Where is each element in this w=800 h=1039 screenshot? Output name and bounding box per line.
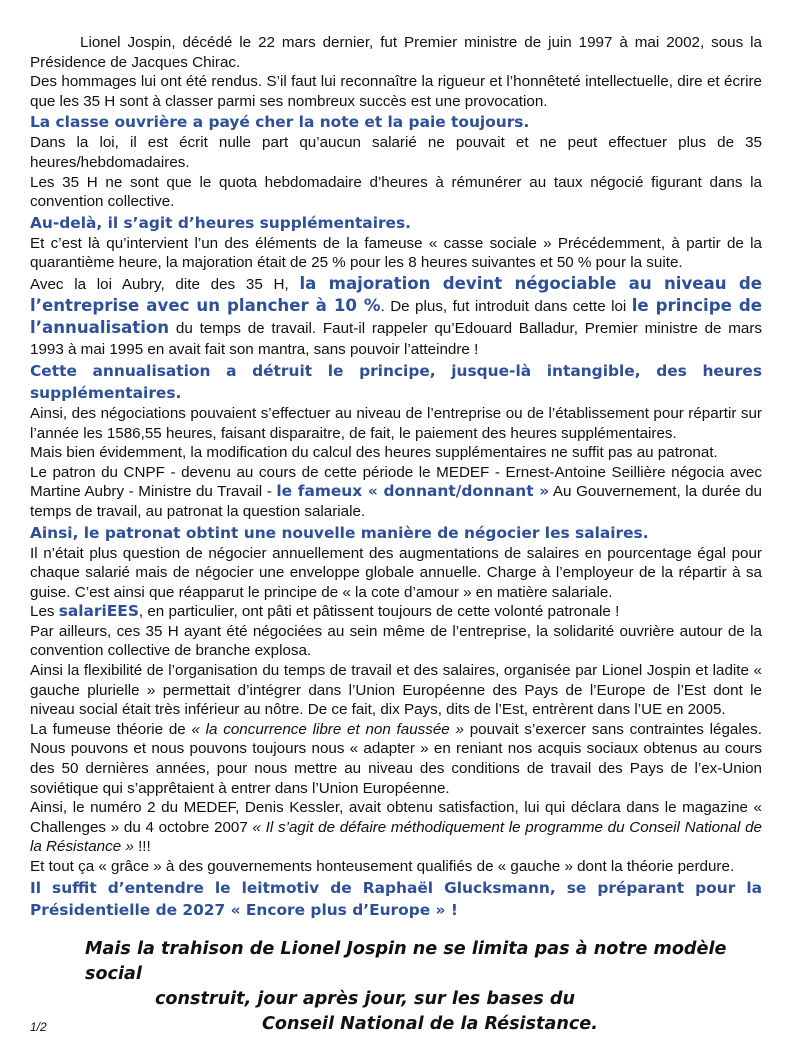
quote-concurrence: « la concurrence libre et non faussée »: [191, 720, 464, 738]
text-span: . De plus, fut introduit dans cette loi: [380, 297, 632, 315]
text-span: pouvait s’exercer sans contraintes légales. Nous pouvons et nous pouvons toujours nous « adapter » en reniant nos acquis sociaux obtenus au cours des 50 dernières années, pour nous mettre au niveau des conditions de travail des Pays de l’ex-Union soviétique qui s’apprêtaient à entrer dans l’Union Européenne.: [30, 720, 762, 797]
page-number: 1/2: [30, 1020, 47, 1034]
paragraph-hommages: Des hommages lui ont été rendus. S’il faut lui reconnaître la rigueur et l’honnêteté intellectuelle, dire et écrire que les 35 H sont à classer parmi ses nombreux succès est une provocation.: [30, 73, 762, 110]
closing-line-2: construit, jour après jour, sur les bases du: [155, 988, 575, 1009]
paragraph-quota: Les 35 H ne sont que le quota hebdomadaire d’heures à rémunérer au taux négocié figurant dans la convention collective.: [30, 173, 762, 211]
text-span: Avec la loi Aubry, dite des 35 H,: [30, 275, 300, 293]
paragraph-kessler: [30, 798, 762, 857]
text-span: Au Gouvernement, la durée du temps de travail, au patronat la question salariale.: [30, 483, 762, 520]
quote-kessler: « Il s’agit de défaire méthodiquement le programme du Conseil National de la Résistance »: [30, 818, 762, 856]
paragraph-cnpf: [30, 463, 762, 522]
text-span: du temps de travail. Faut-il rappeler qu’Edouard Balladur, Premier ministre de mars 1993 à mai 1995 en avait fait son mantra, sans pouvoir l’atteindre !: [30, 319, 762, 358]
paragraph-loi-aubry: [30, 273, 762, 360]
highlight-donnant-donnant: le fameux « donnant/donnant »: [276, 482, 550, 501]
paragraph-intro: Lionel Jospin, décédé le 22 mars dernier, fut Premier ministre de juin 1997 à mai 2002, sous la Présidence de Jacques Chirac.: [30, 34, 762, 71]
closing-line-3: Conseil National de la Résistance.: [262, 1013, 598, 1034]
paragraph-patronat: Mais bien évidemment, la modification du calcul des heures supplémentaires ne suffit pas au patronat.: [30, 444, 718, 462]
heading-heures-supplementaires: Au-delà, il s’agit d’heures supplémentaires.: [30, 213, 412, 232]
paragraph-enveloppe: Il n’était plus question de négocier annuellement des augmentations de salaires en pourcentage égal pour chaque salarié mais de négocier une enveloppe globale annuelle. Charge à l’employeur de la répartir à sa guise. C’est ainsi que réapparut le principe de « la cote d’amour » en matière salariale.: [30, 544, 762, 601]
heading-annualisation: Cette annualisation a détruit le principe, jusque-là intangible, des heures supplémentaires.: [30, 361, 762, 402]
paragraph-concurrence: [30, 720, 762, 798]
paragraph-flexibilite: Ainsi la flexibilité de l’organisation du temps de travail et des salaires, organisée par Lionel Jospin et ladite « gauche plurielle » permettait d’intégrer dans l’Union Européenne des Pays de l’Europe de l’Est dont le niveau social était très inférieur au nôtre. De ce fait, dix Pays, dits de l’Est, entrèrent dans l’UE en 2005.: [30, 662, 762, 719]
paragraph-casse-sociale: Et c’est là qu’intervient l’un des éléments de la fameuse « casse sociale » Précédemment, à partir de la quarantième heure, la majoration était de 25 % pour les 8 heures suivantes et 50 % pour la suite.: [30, 234, 762, 272]
text-span: La fumeuse théorie de: [30, 720, 192, 738]
closing-line-1: Mais la trahison de Lionel Jospin ne se limita pas à notre modèle social: [85, 938, 727, 984]
text-span: , en particulier, ont pâti et pâtissent toujours de cette volonté patronale !: [138, 603, 620, 621]
paragraph-solidarite: Par ailleurs, ces 35 H ayant été négociées au sein même de l’entreprise, la solidarité ouvrière autour de la convention collective de branche explosa.: [30, 622, 762, 660]
paragraph-negociations: Ainsi, des négociations pouvaient s’effectuer au niveau de l’entreprise ou de l’établissement pour répartir sur l’année les 1586,55 heures, faisant disparaitre, de fait, le paiement des heures supplémentaires.: [30, 404, 762, 442]
paragraph-gauche: Et tout ça « grâce » à des gouvernements honteusement qualifiés de « gauche » dont la théorie perdure.: [30, 858, 735, 875]
text-span: !!!: [133, 838, 151, 856]
highlight-majoration: la majoration devint négociable au niveau de l’entreprise avec un plancher à 10 %: [30, 273, 762, 315]
text-span: Ainsi, le numéro 2 du MEDEF, Denis Kessler, avait obtenu satisfaction, lui qui déclara dans le magazine « Challenges » du 4 octobre 2007: [30, 799, 762, 836]
heading-glucksmann: Il suffit d’entendre le leitmotiv de Raphaël Glucksmann, se préparant pour la Présidentielle de 2027 « Encore plus d’Europe » !: [30, 878, 762, 919]
paragraph-loi: Dans la loi, il est écrit nulle part qu’aucun salarié ne pouvait et ne peut effectuer plus de 35 heures/hebdomadaires.: [30, 134, 762, 171]
closing-statement: [85, 937, 762, 1037]
heading-classe-ouvriere: La classe ouvrière a payé cher la note et la paie toujours.: [30, 113, 530, 132]
text-span: Le patron du CNPF - devenu au cours de cette période le MEDEF - Ernest-Antoine Seillière négocia avec Martine Aubry - Ministre du Travail -: [30, 463, 762, 501]
text-span: Les: [30, 603, 59, 621]
highlight-annualisation: le principe de l’annualisation: [30, 295, 762, 337]
paragraph-salariees: [30, 602, 762, 622]
highlight-salariees: salariEES: [58, 602, 139, 621]
heading-negocier-salaires: Ainsi, le patronat obtint une nouvelle manière de négocier les salaires.: [30, 523, 649, 542]
